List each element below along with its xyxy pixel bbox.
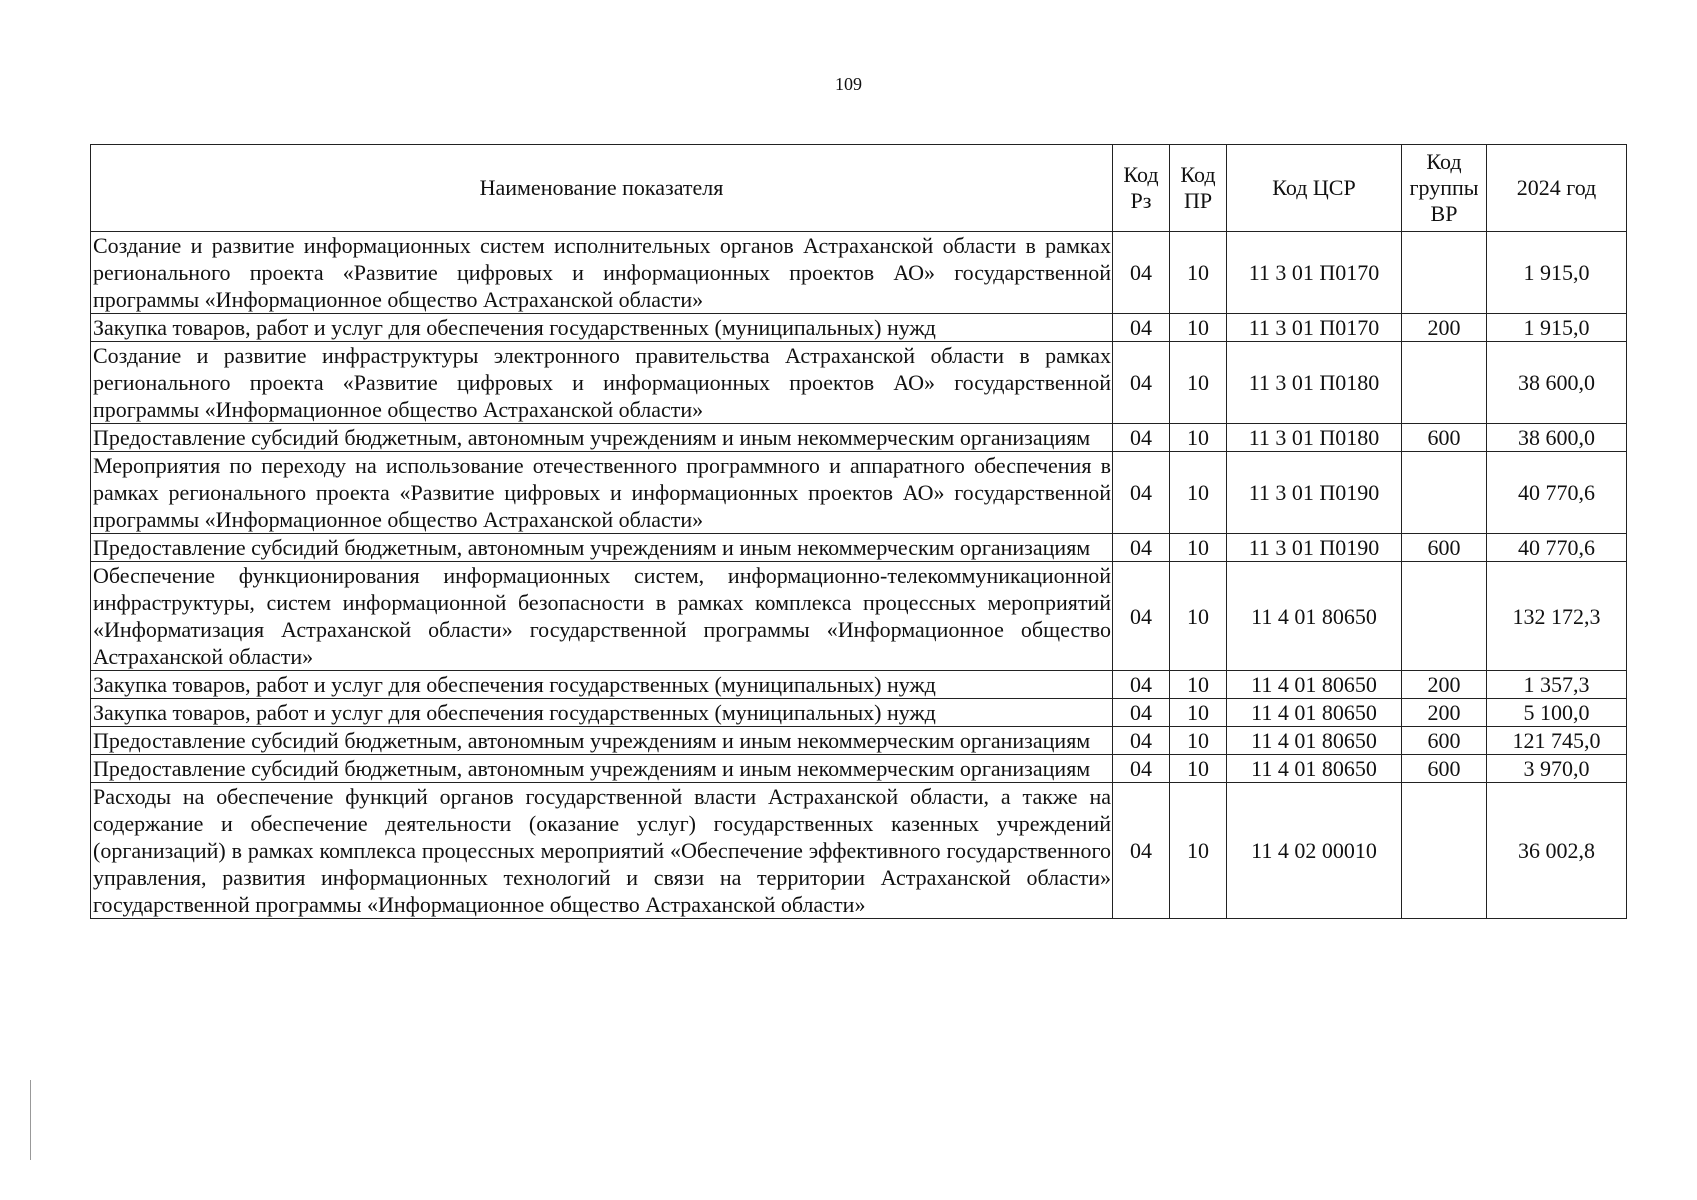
- table-row: [91, 727, 1627, 755]
- cell-csr: 11 3 01 П0190: [1227, 452, 1402, 534]
- cell-vr: 600: [1402, 424, 1487, 452]
- cell-name: Обеспечение функционирования информационных систем, информационно-телекоммуникационной инфраструктуры, систем информационной безопасности в рамках комплекса процессных мероприятий «Информатизация Астраханской области» государственной программы «Информационное общество Астраханской области»: [91, 562, 1113, 671]
- page-number: 109: [835, 74, 862, 94]
- cell-vr: 600: [1402, 727, 1487, 755]
- cell-csr: 11 4 01 80650: [1227, 727, 1402, 755]
- table-row: [91, 452, 1627, 534]
- cell-csr: 11 4 01 80650: [1227, 671, 1402, 699]
- cell-amount: 40 770,6: [1487, 534, 1627, 562]
- cell-vr: 600: [1402, 534, 1487, 562]
- table-row: [91, 314, 1627, 342]
- table-row: [91, 342, 1627, 424]
- cell-vr: [1402, 452, 1487, 534]
- cell-rz: 04: [1113, 671, 1170, 699]
- table-row: [91, 671, 1627, 699]
- cell-vr: [1402, 232, 1487, 314]
- cell-name: Предоставление субсидий бюджетным, автономным учреждениям и иным некоммерческим организациям: [91, 727, 1113, 755]
- cell-csr: 11 4 01 80650: [1227, 562, 1402, 671]
- cell-vr: 200: [1402, 671, 1487, 699]
- cell-rz: 04: [1113, 424, 1170, 452]
- table-body: [91, 232, 1627, 919]
- cell-amount: 38 600,0: [1487, 424, 1627, 452]
- cell-name: Предоставление субсидий бюджетным, автономным учреждениям и иным некоммерческим организациям: [91, 424, 1113, 452]
- cell-pr: 10: [1170, 342, 1227, 424]
- cell-pr: 10: [1170, 452, 1227, 534]
- header-vr: Код группы ВР: [1402, 145, 1487, 232]
- cell-name: Расходы на обеспечение функций органов государственной власти Астраханской области, а также на содержание и обеспечение деятельности (оказание услуг) государственных казенных учреждений (организаций) в рамках комплекса процессных мероприятий «Обеспечение эффективного государственного управления, развития информационных технологий и связи на территории Астраханской области» государственной программы «Информационное общество Астраханской области»: [91, 783, 1113, 919]
- cell-amount: 132 172,3: [1487, 562, 1627, 671]
- cell-vr: 200: [1402, 314, 1487, 342]
- header-name: Наименование показателя: [91, 145, 1113, 232]
- cell-rz: 04: [1113, 534, 1170, 562]
- cell-pr: 10: [1170, 699, 1227, 727]
- cell-csr: 11 4 02 00010: [1227, 783, 1402, 919]
- cell-vr: 600: [1402, 755, 1487, 783]
- cell-name: Закупка товаров, работ и услуг для обеспечения государственных (муниципальных) нужд: [91, 671, 1113, 699]
- cell-csr: 11 3 01 П0190: [1227, 534, 1402, 562]
- table-row: [91, 755, 1627, 783]
- cell-name: Закупка товаров, работ и услуг для обеспечения государственных (муниципальных) нужд: [91, 314, 1113, 342]
- cell-csr: 11 3 01 П0180: [1227, 342, 1402, 424]
- header-pr: Код ПР: [1170, 145, 1227, 232]
- cell-rz: 04: [1113, 232, 1170, 314]
- cell-rz: 04: [1113, 562, 1170, 671]
- cell-name: Предоставление субсидий бюджетным, автономным учреждениям и иным некоммерческим организациям: [91, 755, 1113, 783]
- cell-csr: 11 4 01 80650: [1227, 755, 1402, 783]
- header-rz: Код Рз: [1113, 145, 1170, 232]
- table-row: [91, 534, 1627, 562]
- header-csr: Код ЦСР: [1227, 145, 1402, 232]
- cell-name: Создание и развитие информационных систем исполнительных органов Астраханской области в рамках регионального проекта «Развитие цифровых и информационных проектов АО» государственной программы «Информационное общество Астраханской области»: [91, 232, 1113, 314]
- cell-amount: 40 770,6: [1487, 452, 1627, 534]
- cell-csr: 11 4 01 80650: [1227, 699, 1402, 727]
- cell-rz: 04: [1113, 727, 1170, 755]
- budget-table: [90, 144, 1627, 919]
- cell-pr: 10: [1170, 783, 1227, 919]
- cell-amount: 121 745,0: [1487, 727, 1627, 755]
- cell-vr: [1402, 342, 1487, 424]
- cell-pr: 10: [1170, 755, 1227, 783]
- cell-rz: 04: [1113, 342, 1170, 424]
- cell-pr: 10: [1170, 671, 1227, 699]
- cell-pr: 10: [1170, 534, 1227, 562]
- cell-vr: [1402, 783, 1487, 919]
- cell-amount: 3 970,0: [1487, 755, 1627, 783]
- cell-amount: 36 002,8: [1487, 783, 1627, 919]
- cell-vr: [1402, 562, 1487, 671]
- cell-rz: 04: [1113, 783, 1170, 919]
- cell-csr: 11 3 01 П0180: [1227, 424, 1402, 452]
- table-row: [91, 562, 1627, 671]
- cell-amount: 38 600,0: [1487, 342, 1627, 424]
- cell-pr: 10: [1170, 727, 1227, 755]
- table-row: [91, 699, 1627, 727]
- table-row: [91, 783, 1627, 919]
- cell-csr: 11 3 01 П0170: [1227, 232, 1402, 314]
- cell-pr: 10: [1170, 314, 1227, 342]
- cell-pr: 10: [1170, 562, 1227, 671]
- header-year: 2024 год: [1487, 145, 1627, 232]
- cell-amount: 1 915,0: [1487, 232, 1627, 314]
- cell-pr: 10: [1170, 424, 1227, 452]
- cell-name: Закупка товаров, работ и услуг для обеспечения государственных (муниципальных) нужд: [91, 699, 1113, 727]
- table-header-row: [91, 145, 1627, 232]
- cell-amount: 5 100,0: [1487, 699, 1627, 727]
- cell-name: Создание и развитие инфраструктуры электронного правительства Астраханской области в рамках регионального проекта «Развитие цифровых и информационных проектов АО» государственной программы «Информационное общество Астраханской области»: [91, 342, 1113, 424]
- cell-amount: 1 357,3: [1487, 671, 1627, 699]
- cell-name: Мероприятия по переходу на использование отечественного программного и аппаратного обеспечения в рамках регионального проекта «Развитие цифровых и информационных проектов АО» государственной программы «Информационное общество Астраханской области»: [91, 452, 1113, 534]
- cell-rz: 04: [1113, 452, 1170, 534]
- cell-name: Предоставление субсидий бюджетным, автономным учреждениям и иным некоммерческим организациям: [91, 534, 1113, 562]
- cell-vr: 200: [1402, 699, 1487, 727]
- table-row: [91, 424, 1627, 452]
- cell-rz: 04: [1113, 755, 1170, 783]
- cell-rz: 04: [1113, 314, 1170, 342]
- cell-rz: 04: [1113, 699, 1170, 727]
- table-row: [91, 232, 1627, 314]
- cell-pr: 10: [1170, 232, 1227, 314]
- cell-csr: 11 3 01 П0170: [1227, 314, 1402, 342]
- margin-line: [30, 1080, 31, 1160]
- cell-amount: 1 915,0: [1487, 314, 1627, 342]
